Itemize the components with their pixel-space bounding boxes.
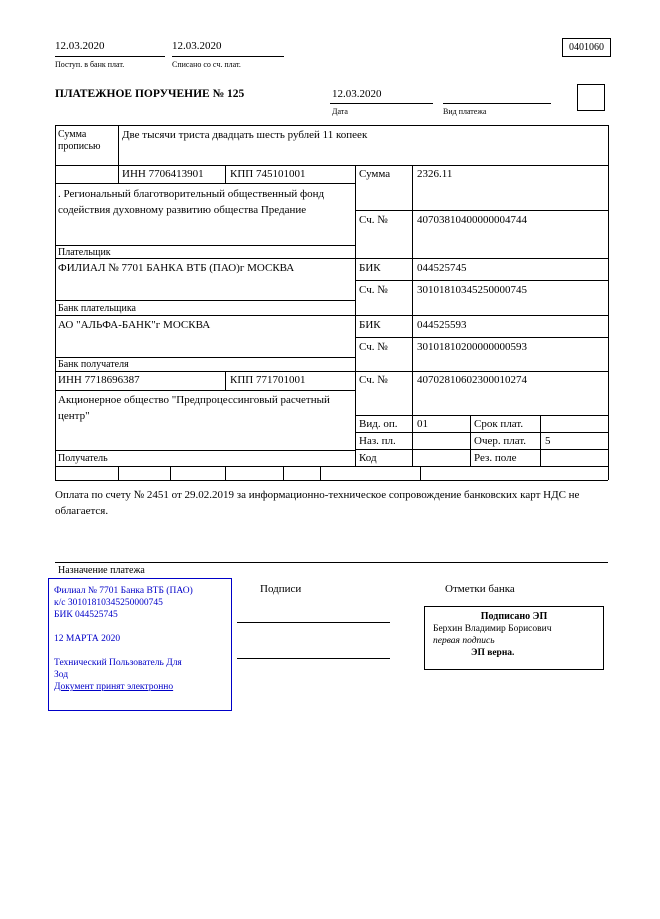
debited-date-label: Списано со сч. плат. bbox=[172, 60, 241, 69]
payer-bank-name: ФИЛИАЛ № 7701 БАНКА ВТБ (ПАО)г МОСКВА bbox=[58, 262, 295, 274]
electronic-signature-box bbox=[424, 606, 604, 670]
amount-label: Сумма bbox=[359, 168, 391, 180]
table-border bbox=[420, 466, 421, 480]
table-border bbox=[55, 125, 608, 126]
table-border bbox=[225, 165, 226, 183]
payer-inn: ИНН 7706413901 bbox=[122, 168, 204, 180]
received-date: 12.03.2020 bbox=[55, 40, 105, 52]
ep-valid-label: ЭП верна. bbox=[471, 648, 515, 658]
debited-date: 12.03.2020 bbox=[172, 40, 222, 52]
payee-bank-bik-label: БИК bbox=[359, 319, 381, 331]
payee-account-value: 40702810602300010274 bbox=[417, 374, 527, 386]
order-label: Очер. плат. bbox=[474, 435, 527, 447]
stamp-spacer bbox=[54, 621, 226, 633]
table-border bbox=[118, 125, 119, 183]
payer-bank-account-value: 30101810345250000745 bbox=[417, 284, 527, 296]
bank-acceptance-stamp bbox=[48, 578, 232, 711]
received-date-label: Поступ. в банк плат. bbox=[55, 60, 125, 69]
divider bbox=[172, 56, 284, 57]
table-border bbox=[55, 390, 355, 391]
stamp-date: 12 МАРТА 2020 bbox=[54, 634, 121, 644]
divider bbox=[55, 56, 165, 57]
table-border bbox=[355, 415, 608, 416]
stamp-bank-name: Филиал № 7701 Банка ВТБ (ПАО) bbox=[54, 586, 193, 596]
table-border bbox=[355, 432, 608, 433]
table-border bbox=[355, 449, 608, 450]
due-date-label: Срок плат. bbox=[474, 418, 524, 430]
table-border bbox=[55, 450, 355, 451]
amount-words-value: Две тысячи триста двадцать шесть рублей 11 копеек bbox=[122, 129, 368, 141]
signature-line-2 bbox=[237, 658, 390, 659]
order-value: 5 bbox=[545, 435, 551, 447]
table-border bbox=[225, 371, 226, 390]
stamp-user-line2: Зод bbox=[54, 670, 69, 680]
payment-purpose-label: Назначение платежа bbox=[58, 565, 145, 576]
divider bbox=[55, 562, 608, 563]
amount-words-label: Сумма прописью bbox=[58, 129, 101, 152]
date-label: Дата bbox=[332, 107, 348, 116]
table-border bbox=[225, 466, 226, 480]
table-border bbox=[470, 415, 471, 466]
document-date: 12.03.2020 bbox=[332, 88, 382, 100]
table-border bbox=[55, 183, 355, 184]
document-title: ПЛАТЕЖНОЕ ПОРУЧЕНИЕ № 125 bbox=[55, 88, 245, 100]
signatures-label: Подписи bbox=[260, 583, 302, 595]
op-kind-value: 01 bbox=[417, 418, 428, 430]
payee-label: Получатель bbox=[58, 453, 108, 464]
payer-bank-label: Банк плательщика bbox=[58, 303, 136, 314]
stamp-spacer bbox=[54, 645, 226, 657]
table-border bbox=[55, 315, 608, 316]
payer-bank-bik-label: БИК bbox=[359, 262, 381, 274]
table-border bbox=[320, 466, 321, 480]
payee-bank-label: Банк получателя bbox=[58, 359, 129, 370]
table-border bbox=[412, 165, 413, 466]
signature-line-1 bbox=[237, 622, 390, 623]
stamp-accepted-note: Документ принят электронно bbox=[54, 682, 174, 692]
stamp-corr-account: к/с 30101810345250000745 bbox=[54, 598, 163, 608]
payer-name: . Региональный благотворительный общественный фонд содействия духовному развитию общества Предание bbox=[58, 188, 325, 216]
payer-account-label: Сч. № bbox=[359, 214, 388, 226]
table-border bbox=[355, 337, 608, 338]
table-border bbox=[55, 466, 608, 467]
table-border bbox=[608, 125, 609, 480]
table-border bbox=[540, 415, 541, 466]
table-border bbox=[55, 357, 355, 358]
form-code-box: 0401060 bbox=[562, 38, 611, 57]
amount-value: 2326.11 bbox=[417, 168, 453, 180]
bank-marks-label: Отметки банка bbox=[445, 583, 515, 595]
table-border bbox=[55, 245, 355, 246]
divider bbox=[443, 103, 551, 104]
payee-account-label: Сч. № bbox=[359, 374, 388, 386]
reserve-field-label: Рез. поле bbox=[474, 452, 517, 464]
table-border bbox=[355, 280, 608, 281]
payee-bank-name: АО "АЛЬФА-БАНК"г МОСКВА bbox=[58, 319, 211, 331]
payer-bank-bik-value: 044525745 bbox=[417, 262, 467, 274]
divider bbox=[330, 103, 433, 104]
stamp-user-line1: Технический Пользователь Для bbox=[54, 658, 182, 668]
payee-inn: ИНН 7718696387 bbox=[58, 374, 140, 386]
table-border bbox=[55, 125, 56, 480]
table-border bbox=[170, 466, 171, 480]
signer-name: Берхин Владимир Борисович bbox=[433, 624, 552, 634]
payment-kind-box bbox=[577, 84, 605, 111]
payer-bank-account-label: Сч. № bbox=[359, 284, 388, 296]
signed-ep-label: Подписано ЭП bbox=[480, 611, 548, 622]
table-border bbox=[283, 466, 284, 480]
table-border bbox=[55, 300, 355, 301]
stamp-bik: БИК 044525745 bbox=[54, 610, 118, 620]
payee-kpp: КПП 771701001 bbox=[230, 374, 306, 386]
table-border bbox=[55, 165, 608, 166]
op-kind-label: Вид. оп. bbox=[359, 418, 398, 430]
payer-account-value: 40703810400000004744 bbox=[417, 214, 527, 226]
payer-label: Плательщик bbox=[58, 247, 111, 258]
table-border bbox=[355, 165, 356, 466]
table-border bbox=[55, 480, 608, 481]
table-border bbox=[55, 371, 608, 372]
code-label: Код bbox=[359, 452, 377, 464]
payee-bank-account-label: Сч. № bbox=[359, 341, 388, 353]
first-signature-label: первая подпись bbox=[433, 636, 495, 646]
payee-bank-account-value: 30101810200000000593 bbox=[417, 341, 527, 353]
table-border bbox=[55, 258, 608, 259]
payee-bank-bik-value: 044525593 bbox=[417, 319, 467, 331]
payer-kpp: КПП 745101001 bbox=[230, 168, 306, 180]
payment-kind-label: Вид платежа bbox=[443, 107, 487, 116]
payee-name: Акционерное общество "Предпроцессинговый расчетный центр" bbox=[58, 394, 330, 422]
purpose-code-label: Наз. пл. bbox=[359, 435, 396, 447]
payment-purpose-text: Оплата по счету № 2451 от 29.02.2019 за информационно-техническое сопровождение банковских карт НДС не облагается. bbox=[55, 489, 580, 517]
table-border bbox=[118, 466, 119, 480]
table-border bbox=[355, 210, 608, 211]
